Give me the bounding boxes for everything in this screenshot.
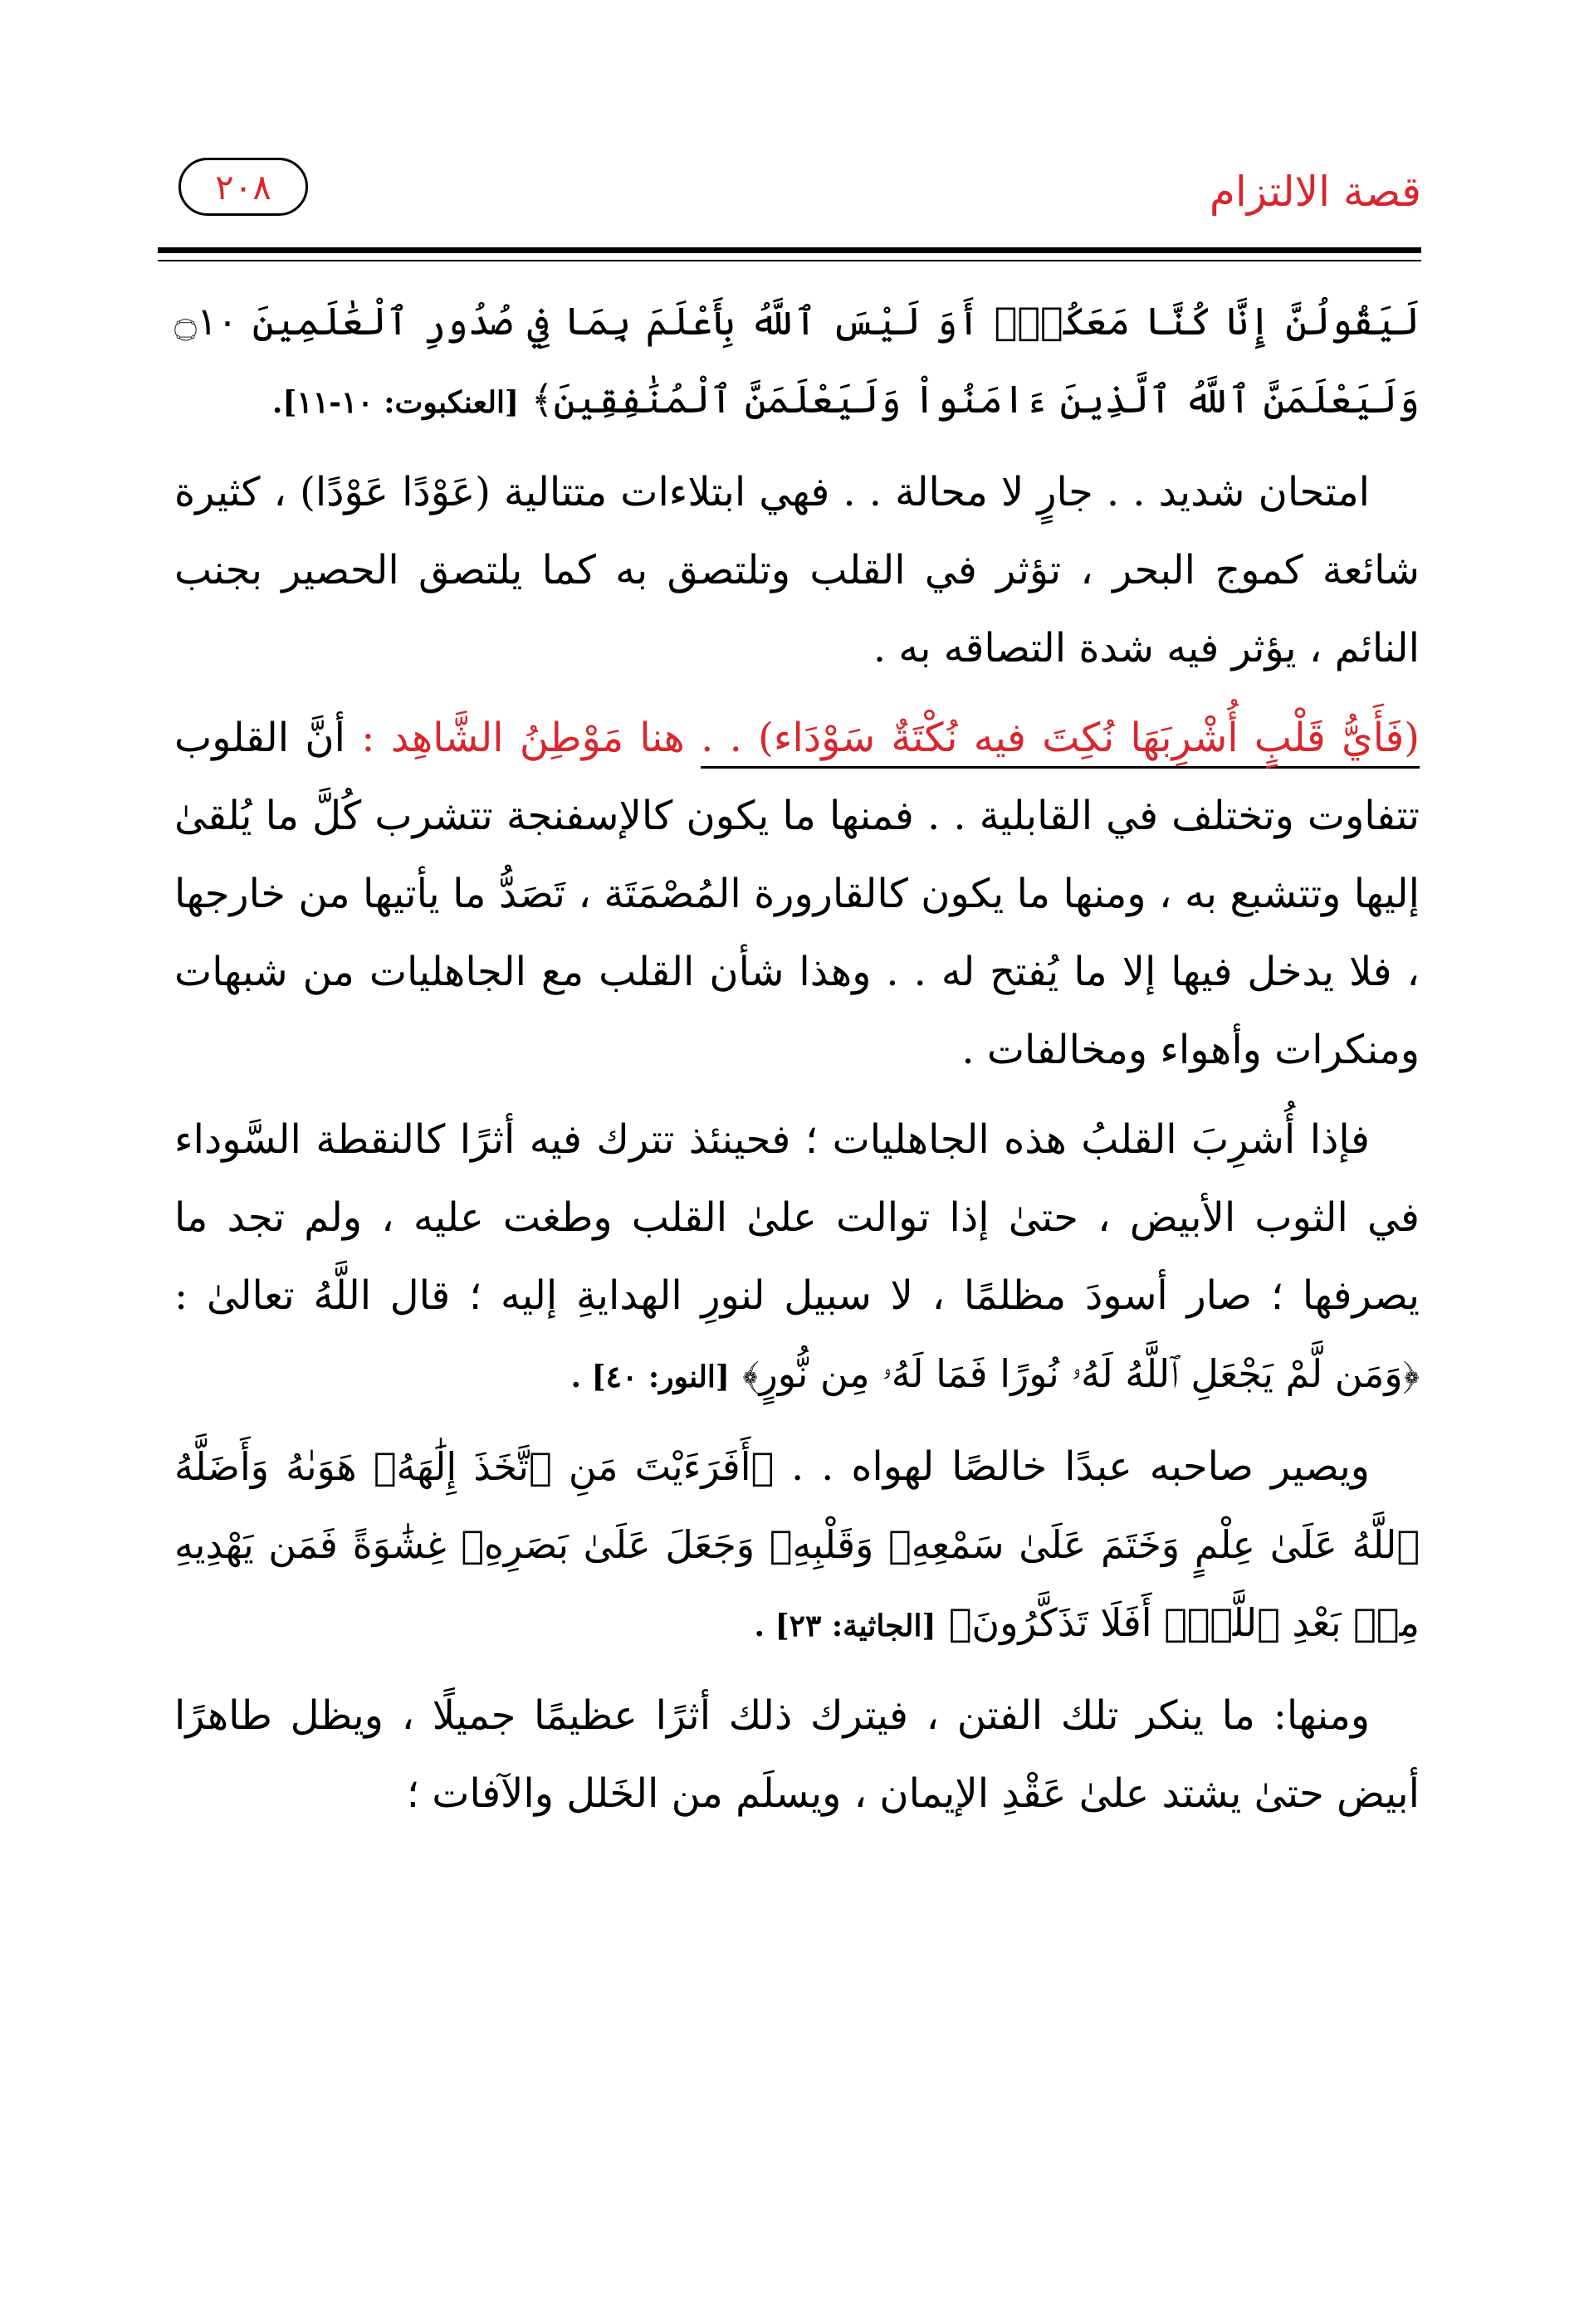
header-rule-thin — [158, 260, 1421, 261]
quran-verse: ﴿وَمَن لَّمْ يَجْعَلِ ٱللَّهُ لَهُۥ نُورًا فَمَا لَهُۥ مِن نُّورٍ﴾ — [742, 1351, 1420, 1396]
hadith-quote: (فَأَيُّ قَلْبٍ أُشْرِبَهَا نُكِتَ فيه نُكْتَةٌ سَوْدَاء) . . — [701, 715, 1420, 769]
quran-verse: ﴿أَفَرَءَيْتَ مَنِ ٱتَّخَذَ إِلَٰهَهُۥ هَوَىٰهُ وَأَضَلَّهُ ٱللَّهُ عَلَىٰ عِلْمٍ وَخَتَمَ عَلَىٰ سَمْعِهِۦ وَقَلْبِهِۦ وَجَعَلَ عَلَىٰ بَصَرِهِۦ غِشَٰوَةً فَمَن يَهْدِيهِ مِنۢ بَعْدِ ٱللَّهِۚ أَفَلَا تَذَكَّرُونَ﴾ — [174, 1444, 1420, 1645]
evidence-label: هنا مَوْطِنُ الشَّاهِد : — [361, 715, 685, 761]
paragraph-darkened-heart — [174, 1101, 1420, 1416]
header-rule-thick — [158, 247, 1421, 253]
paragraph-pure-heart: ومنها: ما ينكر تلك الفتن ، فيترك ذلك أثرًا عظيمًا جميلًا ، ويظل طاهرًا أبيض حتىٰ يشتد علىٰ عَقْدِ الإيمان ، ويسلَم من الخَلل والآفات ؛ — [174, 1692, 1420, 1817]
verse-reference: [النور: ٤٠] . — [570, 1360, 730, 1394]
page-number-badge — [178, 158, 308, 216]
paragraph-text: ويصير صاحبه عبدًا خالصًا لهواه . . — [791, 1443, 1370, 1490]
paragraph-slave-to-desire — [174, 1428, 1420, 1665]
paragraph-hadith-point — [174, 699, 1420, 1089]
book-title: قصة الالتزام — [1209, 168, 1421, 216]
page-number: ٢٠٨ — [215, 166, 271, 208]
paragraph-verse-ankabut — [174, 282, 1420, 442]
verse-reference: [العنكبوت: ١٠-١١]. — [271, 385, 519, 420]
page-header — [178, 158, 1421, 257]
paragraph-trial: امتحان شديد . . جارٍ لا محالة . . فهي ابتلاءات متتالية (عَوْدًا عَوْدًا) ، كثيرة شائعة كموج البحر ، تؤثر في القلب وتلتصق به كما يلتصق الحصير بجنب النائم ، يؤثر فيه شدة التصاقه به . — [174, 469, 1420, 671]
verse-reference: [الجاثية: ٢٣] . — [754, 1609, 936, 1643]
page-content — [174, 282, 1420, 1844]
quran-verse: لَيَقُولُنَّ إِنَّا كُنَّا مَعَكُمْۚ أَوَ لَيْسَ ٱللَّهُ بِأَعْلَمَ بِمَا فِي صُدُورِ ٱلْعَٰلَمِينَ ۝١٠ وَلَيَعْلَمَنَّ ٱللَّهُ ٱلَّذِينَ ءَامَنُواْ وَلَيَعْلَمَنَّ ٱلْمُنَٰفِقِينَ﴾ — [174, 299, 1420, 422]
paragraph-text: أنَّ القلوب تتفاوت وتختلف في القابلية . . فمنها ما يكون كالإسفنجة تتشرب كُلَّ ما يُلقىٰ إليها وتتشبع به ، ومنها ما يكون كالقارورة المُصْمَتَة ، تَصَدُّ ما يأتيها من خارجها ، فلا يدخل فيها إلا ما يُفتح له . . وهذا شأن القلب مع الجاهليات من شبهات ومنكرات وأهواء ومخالفات . — [174, 715, 1420, 1073]
paragraph-text: فإذا أُشرِبَ القلبُ هذه الجاهليات ؛ فحينئذ تترك فيه أثرًا كالنقطة السَّوداء في الثوب الأبيض ، حتىٰ إذا توالت علىٰ القلب وطغت عليه ، ولم تجد ما يصرفها ؛ صار أسودَ مظلمًا ، لا سبيل لنورِ الهدايةِ إليه ؛ قال اللَّهُ تعالىٰ : — [174, 1116, 1420, 1319]
